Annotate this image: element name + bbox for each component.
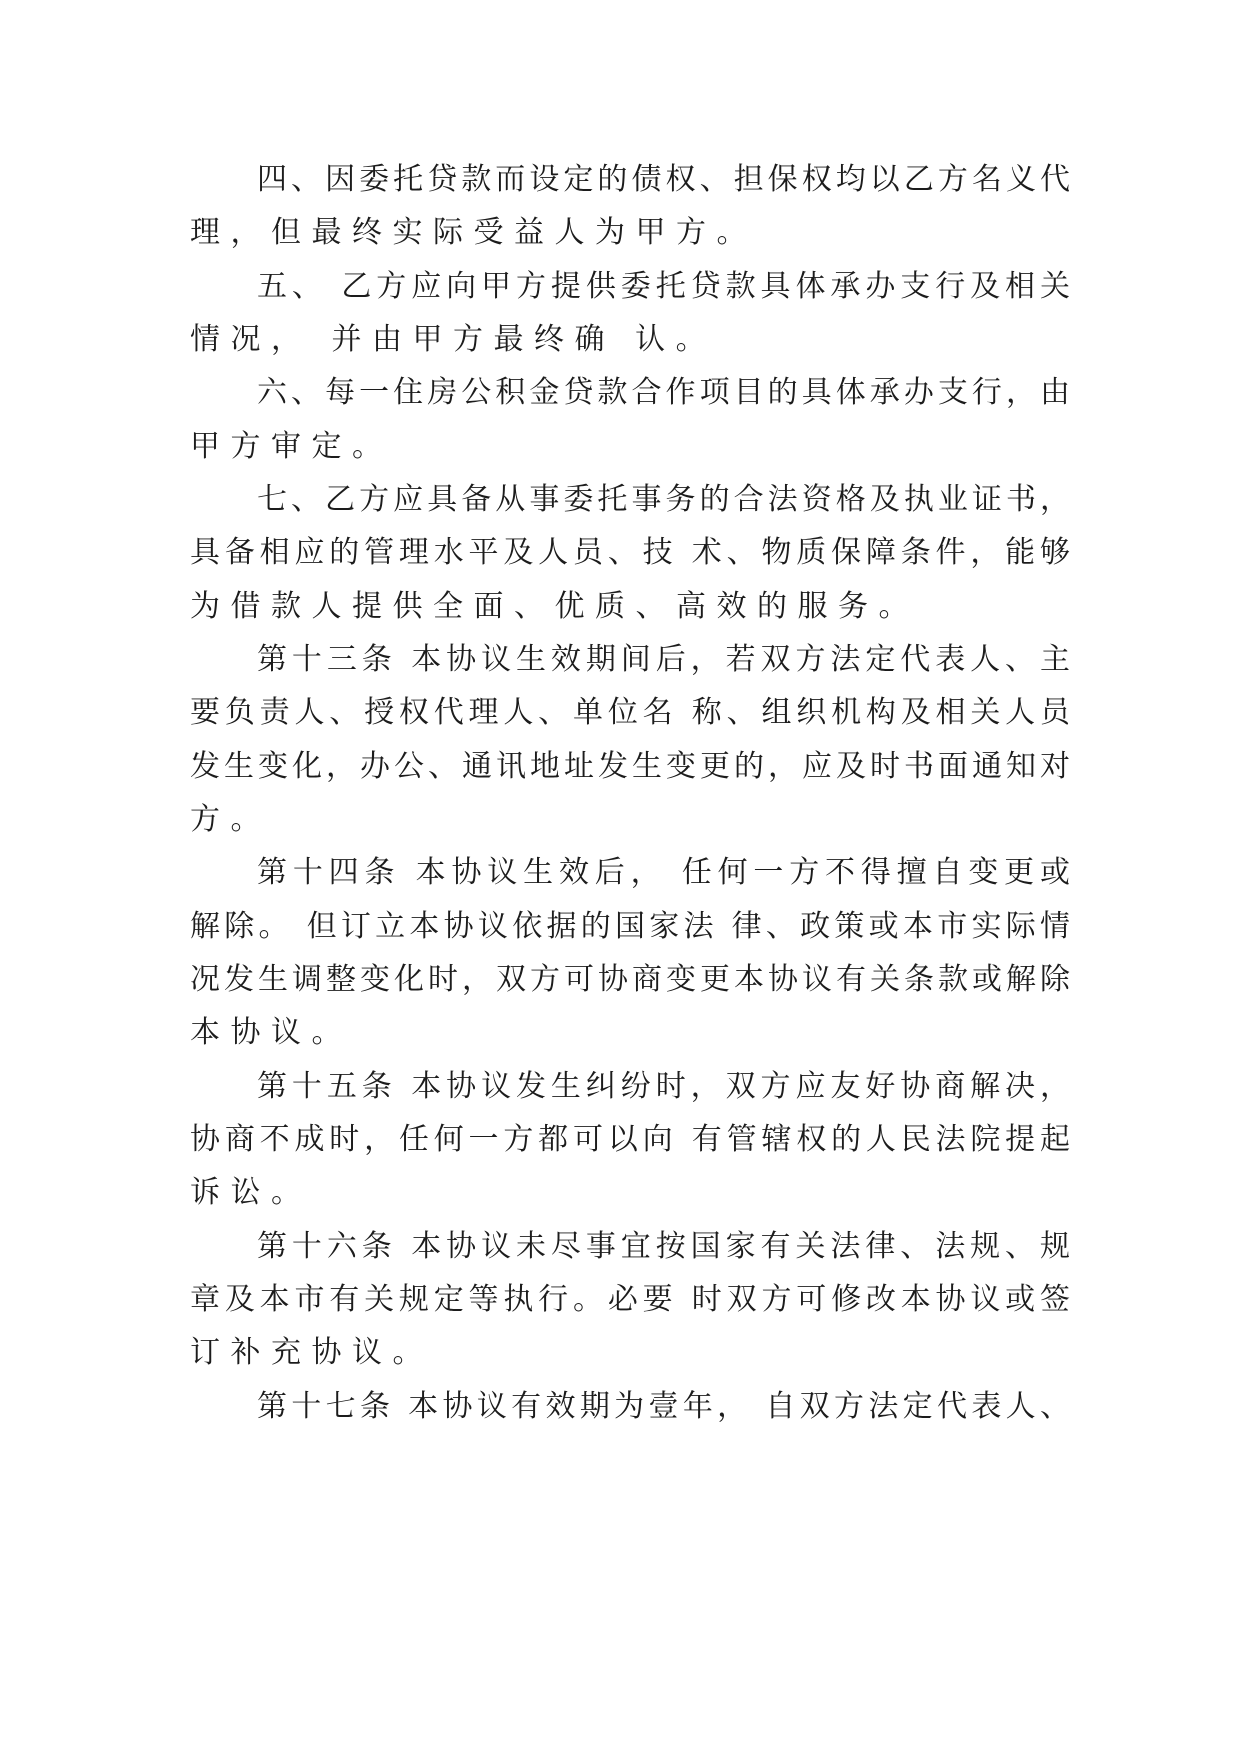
text-line: 甲方审定。 [190, 429, 393, 464]
text-line: 订补充协议。 [190, 1335, 433, 1370]
text-line: 第十六条 本协议未尽事宜按国家有关法律、法规、规 [257, 1229, 1070, 1264]
text-line: 要负责人、授权代理人、单位名 称、组织机构及相关人员 [190, 695, 1070, 730]
text-line: 第十七条 本协议有效期为壹年， 自双方法定代表人、 [257, 1389, 1070, 1424]
text-line: 发生变化，办公、通讯地址发生变更的，应及时书面通知对 [190, 749, 1070, 784]
text-line: 协商不成时，任何一方都可以向 有管辖权的人民法院提起 [190, 1122, 1070, 1157]
text-line: 具备相应的管理水平及人员、技 术、物质保障条件，能够 [190, 535, 1070, 570]
text-line: 第十三条 本协议生效期间后，若双方法定代表人、主 [257, 642, 1070, 677]
text-line: 解除。 但订立本协议依据的国家法 律、政策或本市实际情 [190, 909, 1070, 944]
text-line: 四、因委托贷款而设定的债权、担保权均以乙方名义代 [257, 162, 1070, 197]
text-line: 诉讼。 [190, 1175, 312, 1210]
text-line: 为借款人提供全面、优质、高效的服务。 [190, 589, 919, 624]
text-line: 第十五条 本协议发生纠纷时，双方应友好协商解决， [257, 1069, 1070, 1104]
text-line: 理，但最终实际受益人为甲方。 [190, 215, 757, 250]
text-line: 第十四条 本协议生效后， 任何一方不得擅自变更或 [257, 855, 1070, 890]
text-line: 方。 [190, 802, 271, 837]
text-line: 况发生调整变化时，双方可协商变更本协议有关条款或解除 [190, 962, 1070, 997]
text-line: 本协议。 [190, 1015, 352, 1050]
text-line: 五、 乙方应向甲方提供委托贷款具体承办支行及相关 [257, 269, 1070, 304]
text-line: 章及本市有关规定等执行。必要 时双方可修改本协议或签 [190, 1282, 1070, 1317]
text-line: 情况， 并由甲方最终确 认。 [190, 322, 717, 357]
text-line: 六、每一住房公积金贷款合作项目的具体承办支行，由 [257, 375, 1070, 410]
text-line: 七、乙方应具备从事委托事务的合法资格及执业证书， [257, 482, 1070, 517]
